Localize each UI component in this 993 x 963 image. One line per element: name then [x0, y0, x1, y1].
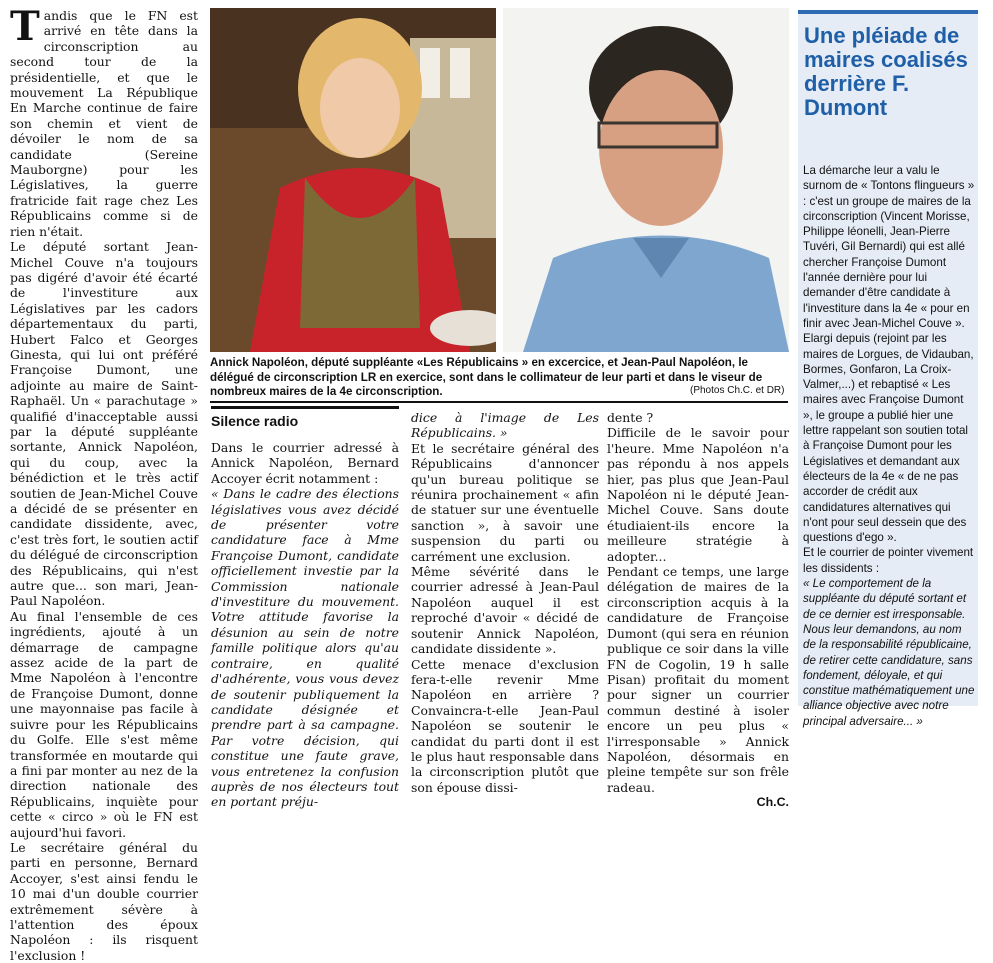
section-subhead: Silence radio: [211, 413, 299, 429]
paragraph: Elargi depuis (rejoint par les maires de Lorgues, de Vidauban, Bormes, Gonfaron, La Croix-Valmer,...) et rebaptisé « Les maires avec Françoise Dumont », le groupe a publié hier une lettre rappelant son soutien total à Françoise Dumont pour les Législatives et demandant aux électeurs de la 4e « de ne pas accorder de crédit aux candidatures alternatives qui n'ont pour seul dessein que des questions d'ego ».: [803, 332, 974, 545]
photo-credit: (Photos Ch.C. et DR): [690, 385, 785, 396]
article-column-2: [211, 440, 399, 810]
paragraph: Difficile de le savoir pour l'heure. Mme Napoléon n'a pas répondu à nos appels hier, pas plus que Jean-Paul Napoléon ni le député Jean-Michel Couve. Sans doute étudiaient-ils encore la meilleure stratégie à adopter...: [607, 425, 789, 564]
article-column-1: [10, 3, 198, 963]
quote: « Dans le cadre des élections législatives vous avez décidé de présenter votre candidature face à Mme Françoise Dumont, candidate officiellement investie par la Commission nationale d'investiture du mouvement. Votre attitude favorise la désunion au sein de notre famille politique alors qu'au contraire, en qualité d'adhérente, vous vous devez de soutenir publiquement la candidate désignée et prendre part à sa campagne. Par votre décision, qui constitue une faute grave, vous entretenez la confusion auprès de nos électeurs tout en portant préju-: [211, 486, 399, 810]
photo-annick-napoleon: [210, 8, 496, 352]
author-signature: Ch.C.: [756, 795, 789, 810]
paragraph: Pendant ce temps, une large délégation de maires de la circonscription acquis à la candidature de Françoise Dumont (qui sera en réunion publique ce soir dans la ville FN de Cogolin, 19 h salle Pisan) profitait du moment pour signer un courrier commun destiné à isoler encore un peu plus « l'irresponsable » Annick Napoléon, désormais en pleine tempête sur son frêle radeau.: [607, 564, 789, 795]
paragraph: Et le courrier de pointer vivement les dissidents :: [803, 546, 974, 575]
paragraph: Même sévérité dans le courrier adressé à Jean-Paul Napoléon auquel il est reproché d'avoir « décidé de soutenir Annick Napoléon, candidate dissidente ».: [411, 564, 599, 657]
drop-cap: T: [10, 3, 40, 50]
quote: « Le comportement de la suppléante du député sortant et de ce dernier est irresponsable. Nous leur demandons, au nom de la responsabilité républicaine, de retirer cette candidature, sans fondement, déloyale, et qui constitue mathématiquement une alliance objective avec notre principal adversaire... »: [803, 577, 975, 728]
divider: [210, 401, 788, 403]
paragraph: Dans le courrier adressé à Annick Napoléon, Bernard Accoyer écrit notamment :: [211, 440, 399, 486]
photo-jean-paul-napoleon: [503, 8, 789, 352]
sidebar-top-bar: [798, 10, 978, 14]
paragraph: Et le secrétaire général des Républicains d'annoncer qu'un bureau politique se réunira prochainement « afin de statuer sur une éventuelle sanction », à savoir une suspension du parti ou carrément une exclusion.: [411, 440, 599, 564]
paragraph: Le secrétaire général du parti en personne, Bernard Accoyer, s'est ainsi fendu le 10 mai d'un double courrier extrêmement sévère à l'attention des époux Napoléon : ils risquent l'exclusion !: [10, 839, 198, 963]
article-column-4: [607, 410, 789, 811]
quote: dice à l'image de Les Républicains. »: [411, 410, 599, 441]
paragraph: dente ?: [607, 410, 654, 425]
divider: [211, 406, 399, 409]
sidebar-body: [803, 163, 975, 729]
sidebar-title: Une pléiade de maires coalisés derrière F. Dumont: [804, 23, 968, 120]
paragraph: andis que le FN est arrivé en tête dans la circonscription au second tour de la présidentielle, et que le mouvement La République En Marche continue de faire son chemin et vient de dévoiler le nom de sa candidate (Sereine Mauborgne) pour les Législatives, la guerre fratricide fait rage chez Les Républicains comme si de rien n'était.: [10, 8, 198, 239]
paragraph: Au final l'ensemble de ces ingrédients, ajouté à un démarrage de campagne assez acide de la part de Mme Napoléon à l'encontre de Françoise Dumont, donne une mayonnaise pas facile à suivre pour les Républicains du Golfe. Elle s'est même transformée en moutarde qui a fini par monter au nez de la direction nationale des Républicains, inquiète pour cette « circo » où le FN est aujourd'hui favori.: [10, 608, 198, 840]
paragraph: Le député sortant Jean-Michel Couve n'a toujours pas digéré d'avoir été écarté de l'investiture aux Législatives par les cadors départementaux du parti, Hubert Falco et Georges Ginesta, qui lui ont préféré Françoise Dumont, une adjointe au maire de Saint-Raphaël. Un « parachutage » qualifié d'inacceptable aussi par la député suppléante sortante, Annick Napoléon, qui du coup, avec la bénédiction et le très actif soutien de Jean-Michel Couve a décidé de se présenter en candidate dissidente, avec, c'est très fort, le soutien actif du délégué de circonscription des Républicains, qui n'est autre que... son mari, Jean-Paul Napoléon.: [10, 239, 198, 609]
photo-caption: Annick Napoléon, député suppléante «Les Républicains » en excercice, et Jean-Paul Napoléon, le délégué de circonscription LR en exercice, sont dans le collimateur de leur parti et dans le viseur de nombreux maires de la 4e circonscription.: [210, 356, 763, 399]
sidebar-box: [798, 10, 978, 728]
paragraph: La démarche leur a valu le surnom de « Tontons flingueurs » : c'est un groupe de maires de la circonscription (Vincent Morisse, Philippe léonelli, Jean-Pierre Tuvéri, Gil Bernardi) qui est allé chercher Françoise Dumont l'année dernière pour lui demander d'être candidate à l'investiture dans la 4e « pour en finir avec Jean-Michel Couve ».: [803, 164, 975, 330]
paragraph: Cette menace d'exclusion fera-t-elle revenir Mme Napoléon en arrière ? Convaincra-t-elle Jean-Paul Napoléon se soutenir le candidat du parti dont il est le plus haut responsable dans la circonscription plutôt que son épouse dissi-: [411, 656, 599, 795]
article-column-3: [411, 410, 599, 795]
